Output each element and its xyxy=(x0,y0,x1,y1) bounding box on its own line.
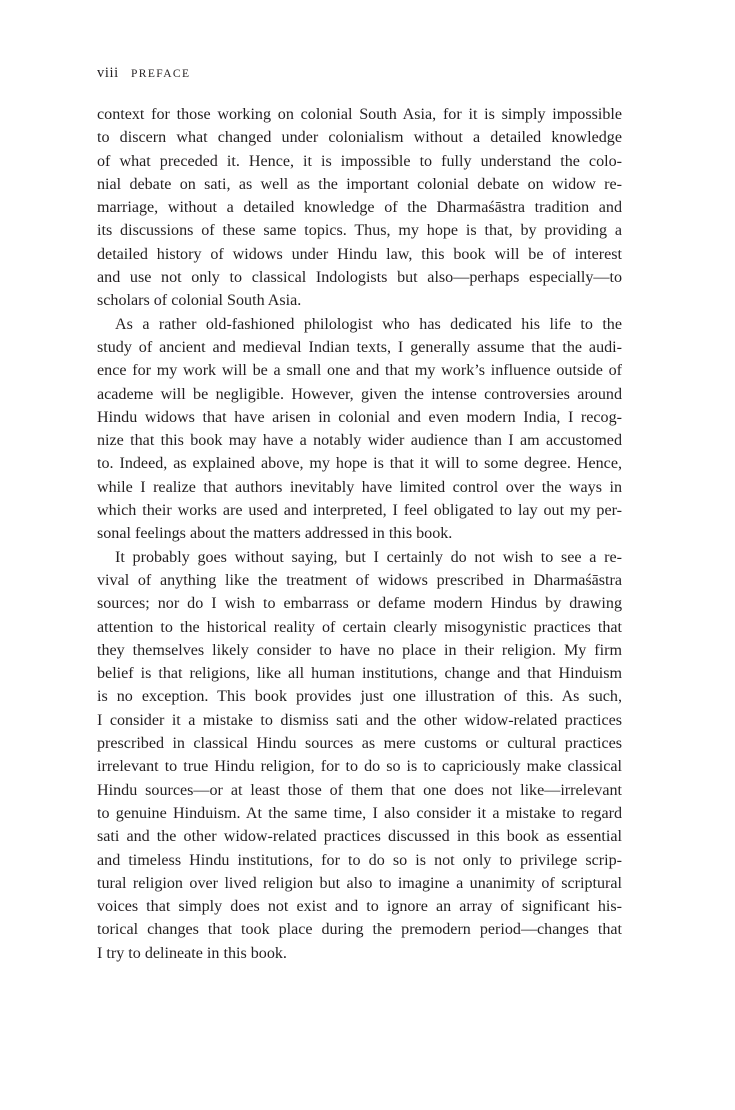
text-line: I consider it a mistake to dismiss sati and the other widow-related practices xyxy=(97,711,622,729)
text-line: sources; nor do I wish to embarrass or defame modern Hindus by drawing xyxy=(97,595,622,613)
body-text xyxy=(97,103,622,965)
text-line: voices that simply does not exist and to ignore an array of significant his- xyxy=(97,898,622,916)
text-line: which their works are used and interpreted, I feel obligated to lay out my per- xyxy=(97,502,622,520)
section-title: PREFACE xyxy=(130,68,191,80)
text-line: and timeless Hindu institutions, for to do so is not only to privilege scrip- xyxy=(97,851,622,869)
text-line: nize that this book may have a notably wider audience than I am accustomed xyxy=(97,432,622,450)
page-number: viii xyxy=(97,65,119,81)
text-line: ence for my work will be a small one and that my work’s influence outside of xyxy=(97,362,622,380)
paragraph xyxy=(97,546,622,965)
text-line: As a rather old-fashioned philologist who has dedicated his life to the xyxy=(115,315,622,333)
text-line: to. Indeed, as explained above, my hope is that it will to some degree. Hence, xyxy=(97,455,622,473)
paragraph xyxy=(97,103,622,313)
text-line: they themselves likely consider to have no place in their religion. My firm xyxy=(97,641,622,659)
text-line: belief is that religions, like all human institutions, change and that Hinduism xyxy=(97,665,622,683)
text-line: context for those working on colonial South Asia, for it is simply impossible xyxy=(97,106,622,123)
text-line: detailed history of widows under Hindu law, this book will be of interest xyxy=(97,245,622,263)
text-line: scholars of colonial South Asia. xyxy=(97,292,302,310)
text-line: and use not only to classical Indologists but also—perhaps especially—to xyxy=(97,269,622,287)
text-line: Hindu sources—or at least those of them that one does not like—irrelevant xyxy=(97,781,622,799)
text-line: attention to the historical reality of certain clearly misogynistic practices that xyxy=(97,618,622,636)
text-line: irrelevant to true Hindu religion, for to do so is to capriciously make classical xyxy=(97,758,622,776)
running-head xyxy=(97,62,190,84)
text-line: vival of anything like the treatment of widows prescribed in Dharmaśāstra xyxy=(97,571,622,589)
text-line: torical changes that took place during the premodern period—changes that xyxy=(97,921,622,939)
text-line: to discern what changed under colonialism without a detailed knowledge xyxy=(97,129,622,147)
text-line: to genuine Hinduism. At the same time, I also consider it a mistake to regard xyxy=(97,804,622,822)
paragraph xyxy=(97,313,622,546)
text-line: I try to delineate in this book. xyxy=(97,944,287,962)
text-line: Hindu widows that have arisen in colonial and even modern India, I recog- xyxy=(97,408,622,426)
text-line: nial debate on sati, as well as the important colonial debate on widow re- xyxy=(97,175,622,193)
text-line: sonal feelings about the matters addressed in this book. xyxy=(97,525,453,543)
text-line: sati and the other widow-related practices discussed in this book as essential xyxy=(97,828,622,846)
text-line: academe will be negligible. However, given the intense controversies around xyxy=(97,385,622,403)
text-line: tural religion over lived religion but also to imagine a unanimity of scriptural xyxy=(97,874,622,892)
text-line: of what preceded it. Hence, it is impossible to fully understand the colo- xyxy=(97,152,622,170)
text-line: study of ancient and medieval Indian texts, I generally assume that the audi- xyxy=(97,338,622,356)
text-line: It probably goes without saying, but I certainly do not wish to see a re- xyxy=(115,548,622,566)
text-line: marriage, without a detailed knowledge of the Dharmaśāstra tradition and xyxy=(97,199,622,217)
text-line: is no exception. This book provides just one illustration of this. As such, xyxy=(97,688,622,706)
text-line: prescribed in classical Hindu sources as mere customs or cultural practices xyxy=(97,735,622,753)
text-line: its discussions of these same topics. Thus, my hope is that, by providing a xyxy=(97,222,622,240)
text-line: while I realize that authors inevitably have limited control over the ways in xyxy=(97,478,622,496)
